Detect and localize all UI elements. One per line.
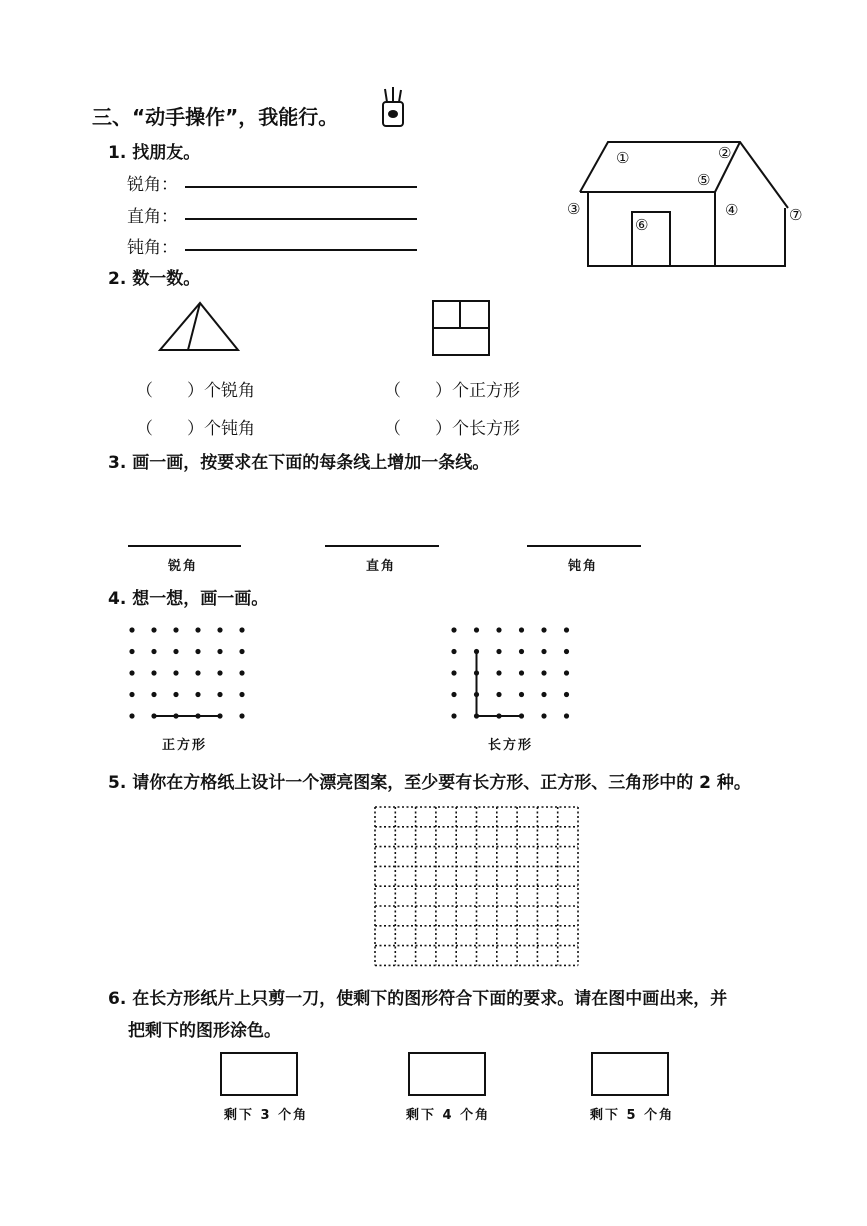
- grid-dot: [173, 627, 178, 632]
- q2-blank-obtuse[interactable]: （ ）个钝角: [136, 419, 255, 439]
- q1-answer-line-right[interactable]: [185, 218, 417, 220]
- grid-dot: [129, 649, 134, 654]
- q6-rectangle-3[interactable]: [591, 1052, 669, 1096]
- grid-dot: [474, 670, 479, 675]
- grid-dot: [195, 627, 200, 632]
- q3-line-obtuse[interactable]: [527, 545, 641, 547]
- grid-dot: [541, 627, 546, 632]
- grid-dot: [195, 692, 200, 697]
- q3-title: 3. 画一画，按要求在下面的每条线上增加一条线。: [108, 453, 490, 473]
- grid-dot: [451, 627, 456, 632]
- marker-5: ⑤: [697, 171, 711, 189]
- grid-dot: [519, 670, 524, 675]
- grid-dot: [151, 670, 156, 675]
- marker-3: ③: [567, 200, 581, 218]
- grid-dot: [151, 627, 156, 632]
- q1-label-obtuse: 钝角：: [127, 238, 178, 258]
- q4-label-rectangle: 长方形: [488, 738, 534, 753]
- q3-line-acute[interactable]: [128, 545, 241, 547]
- q6-label-4-angles: 剩下 4 个角: [406, 1108, 491, 1123]
- q4-label-square: 正方形: [162, 738, 208, 753]
- grid-dot: [451, 692, 456, 697]
- grid-dot: [541, 649, 546, 654]
- section-title: 三、“动手操作”，我能行。: [92, 105, 339, 129]
- q4-title: 4. 想一想，画一画。: [108, 589, 269, 609]
- dot-grid-square[interactable]: [130, 628, 245, 720]
- grid-dot: [239, 649, 244, 654]
- q6-label-3-angles: 剩下 3 个角: [224, 1108, 309, 1123]
- grid-dot: [195, 649, 200, 654]
- dot-grid-rectangle[interactable]: [452, 628, 570, 720]
- marker-7: ⑦: [789, 206, 803, 224]
- q2-blank-acute[interactable]: （ ）个锐角: [136, 381, 255, 401]
- q3-label-acute: 锐角: [168, 559, 199, 574]
- grid-dot: [217, 627, 222, 632]
- grid-dot: [496, 627, 501, 632]
- q6-title-line2: 把剩下的图形涂色。: [128, 1021, 281, 1041]
- marker-6: ⑥: [635, 216, 649, 234]
- grid-dot: [129, 713, 134, 718]
- marker-1: ①: [616, 149, 630, 167]
- grid-dot: [195, 670, 200, 675]
- q2-title: 2. 数一数。: [108, 269, 201, 289]
- grid-dot: [541, 692, 546, 697]
- grid-dot: [496, 649, 501, 654]
- grid-dot: [564, 692, 569, 697]
- grid-dot: [541, 713, 546, 718]
- q1-answer-line-acute[interactable]: [185, 186, 417, 188]
- grid-dot: [239, 692, 244, 697]
- grid-dot: [451, 670, 456, 675]
- q1-answer-line-obtuse[interactable]: [185, 249, 417, 251]
- grid-dot: [217, 713, 222, 718]
- grid-dot: [519, 713, 524, 718]
- grid-dot: [519, 649, 524, 654]
- grid-dot: [173, 692, 178, 697]
- grid-dot: [474, 692, 479, 697]
- grid-dot: [173, 670, 178, 675]
- grid-dot: [496, 670, 501, 675]
- grid-dot: [564, 649, 569, 654]
- q3-label-obtuse: 钝角: [568, 559, 599, 574]
- grid-dot: [474, 627, 479, 632]
- grid-dot: [129, 627, 134, 632]
- grid-dot: [151, 713, 156, 718]
- grid-dot: [217, 692, 222, 697]
- grid-paper[interactable]: [374, 806, 579, 966]
- grid-dot: [129, 692, 134, 697]
- house-figure: [560, 130, 820, 275]
- grid-dot: [496, 692, 501, 697]
- q6-rectangle-1[interactable]: [220, 1052, 298, 1096]
- grid-dot: [474, 713, 479, 718]
- grid-dot: [239, 713, 244, 718]
- grid-dot: [217, 670, 222, 675]
- grid-dot: [173, 713, 178, 718]
- grid-dot: [173, 649, 178, 654]
- grid-dot: [129, 670, 134, 675]
- grid-dot: [239, 670, 244, 675]
- grid-dot: [151, 692, 156, 697]
- grid-dot: [519, 692, 524, 697]
- triangle-figure: [158, 300, 242, 354]
- q3-line-right[interactable]: [325, 545, 439, 547]
- q1-title: 1. 找朋友。: [108, 143, 201, 163]
- pencil-cup-icon: [378, 86, 408, 130]
- q3-label-right: 直角: [366, 559, 397, 574]
- q6-title-line1: 6. 在长方形纸片上只剪一刀，使剩下的图形符合下面的要求。请在图中画出来，并: [108, 989, 728, 1009]
- q2-blank-square[interactable]: （ ）个正方形: [384, 381, 520, 401]
- q2-blank-rectangle[interactable]: （ ）个长方形: [384, 419, 520, 439]
- q5-title: 5. 请你在方格纸上设计一个漂亮图案，至少要有长方形、正方形、三角形中的 2 种。: [108, 773, 751, 793]
- grid-dot: [217, 649, 222, 654]
- grid-dot: [151, 649, 156, 654]
- q1-label-acute: 锐角：: [127, 175, 178, 195]
- grid-dot: [496, 713, 501, 718]
- grid-dot: [195, 713, 200, 718]
- q6-label-5-angles: 剩下 5 个角: [590, 1108, 675, 1123]
- grid-dot: [451, 649, 456, 654]
- grid-dot: [564, 670, 569, 675]
- grid-dot: [451, 713, 456, 718]
- grid-dot: [519, 627, 524, 632]
- q1-label-right: 直角：: [127, 207, 178, 227]
- grid-dot: [564, 627, 569, 632]
- squares-figure: [432, 300, 492, 358]
- grid-dot: [541, 670, 546, 675]
- grid-dot: [239, 627, 244, 632]
- marker-4: ④: [725, 201, 739, 219]
- marker-2: ②: [718, 144, 732, 162]
- q6-rectangle-2[interactable]: [408, 1052, 486, 1096]
- grid-dot: [564, 713, 569, 718]
- grid-dot: [474, 649, 479, 654]
